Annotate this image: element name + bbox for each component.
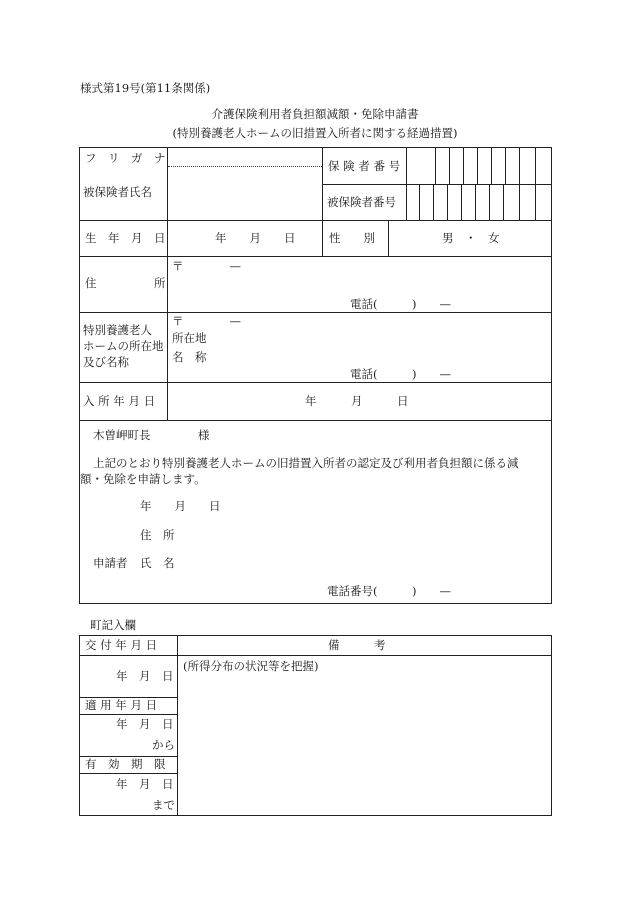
- birthdate-label: 生 年 月 日: [85, 231, 166, 245]
- birthdate-input[interactable]: 年 月 日: [215, 231, 296, 245]
- admission-date-label: 入 所 年 月 日: [83, 394, 156, 408]
- insured-number-input[interactable]: [407, 185, 551, 220]
- facility-location-label: 所在地: [172, 331, 207, 345]
- furigana-input[interactable]: [168, 148, 322, 166]
- facility-phone-field[interactable]: 電話( ) —: [350, 367, 451, 381]
- issue-date-label: 交 付 年 月 日: [85, 638, 158, 652]
- sex-label: 性 別: [329, 231, 375, 245]
- application-body-line1: 上記のとおり特別養護老人ホームの旧措置入所者の認定及び利用者負担額に係る減: [93, 456, 519, 470]
- form-subtitle: (特別養護老人ホームの旧措置入所者に関する経過措置): [172, 126, 458, 140]
- application-date-input[interactable]: 年 月 日: [140, 499, 221, 513]
- applicant-name-label: 氏 名: [140, 556, 175, 570]
- honorific: 様: [198, 428, 210, 442]
- address-input[interactable]: [168, 276, 551, 296]
- postal-code-field[interactable]: 〒 —: [172, 259, 241, 273]
- insurer-number-label: 保 険 者 番 号: [328, 159, 401, 173]
- valid-until-date-input[interactable]: 年 月 日: [116, 777, 174, 791]
- valid-period-label: 有 効 期 限: [85, 757, 166, 771]
- insured-number-label: 被保険者番号: [327, 195, 396, 209]
- facility-location-input[interactable]: [210, 330, 550, 348]
- phone-field[interactable]: 電話( ) —: [350, 297, 451, 311]
- address-label: 住 所: [85, 276, 166, 290]
- addressee: 木曽岬町長: [93, 428, 151, 442]
- facility-postal-code-field[interactable]: 〒 —: [172, 314, 241, 328]
- sex-selector[interactable]: 男 ・ 女: [442, 231, 500, 245]
- applicant-label: 申請者: [93, 556, 128, 570]
- admission-date-input[interactable]: 年 月 日: [305, 394, 409, 408]
- insured-name-label: 被保険者氏名: [83, 185, 152, 199]
- facility-label-line2: ホームの所在地: [83, 339, 164, 353]
- apply-date-label: 適 用 年 月 日: [85, 698, 158, 712]
- issue-date-input[interactable]: 年 月 日: [116, 669, 174, 683]
- applicant-phone-field[interactable]: 電話番号( ) —: [327, 584, 451, 598]
- facility-label-line3: 及び名称: [83, 355, 129, 369]
- applicant-address-label: 住 所: [140, 528, 175, 542]
- until-label: まで: [152, 798, 175, 812]
- remarks-label: 備 考: [328, 638, 386, 652]
- town-section-heading: 町記入欄: [90, 618, 136, 632]
- applicant-name-input[interactable]: [190, 555, 530, 573]
- facility-name-input[interactable]: [210, 349, 550, 367]
- from-label: から: [152, 738, 175, 752]
- form-title: 介護保険利用者負担額減額・免除申請書: [211, 107, 419, 121]
- insurer-number-input[interactable]: [407, 148, 551, 184]
- remarks-note: (所得分布の状況等を把握): [183, 659, 319, 673]
- insured-name-input[interactable]: [168, 167, 322, 220]
- furigana-label: フ リ ガ ナ: [85, 151, 166, 165]
- facility-name-label: 名 称: [172, 350, 207, 364]
- form-number: 様式第19号(第11条関係): [80, 81, 211, 95]
- remarks-textarea[interactable]: [178, 656, 551, 815]
- application-body-line2: 額・免除を申請します。: [80, 472, 206, 486]
- facility-label-line1: 特別養護老人: [83, 323, 152, 337]
- applicant-address-input[interactable]: [190, 527, 530, 545]
- apply-date-input[interactable]: 年 月 日: [116, 717, 174, 731]
